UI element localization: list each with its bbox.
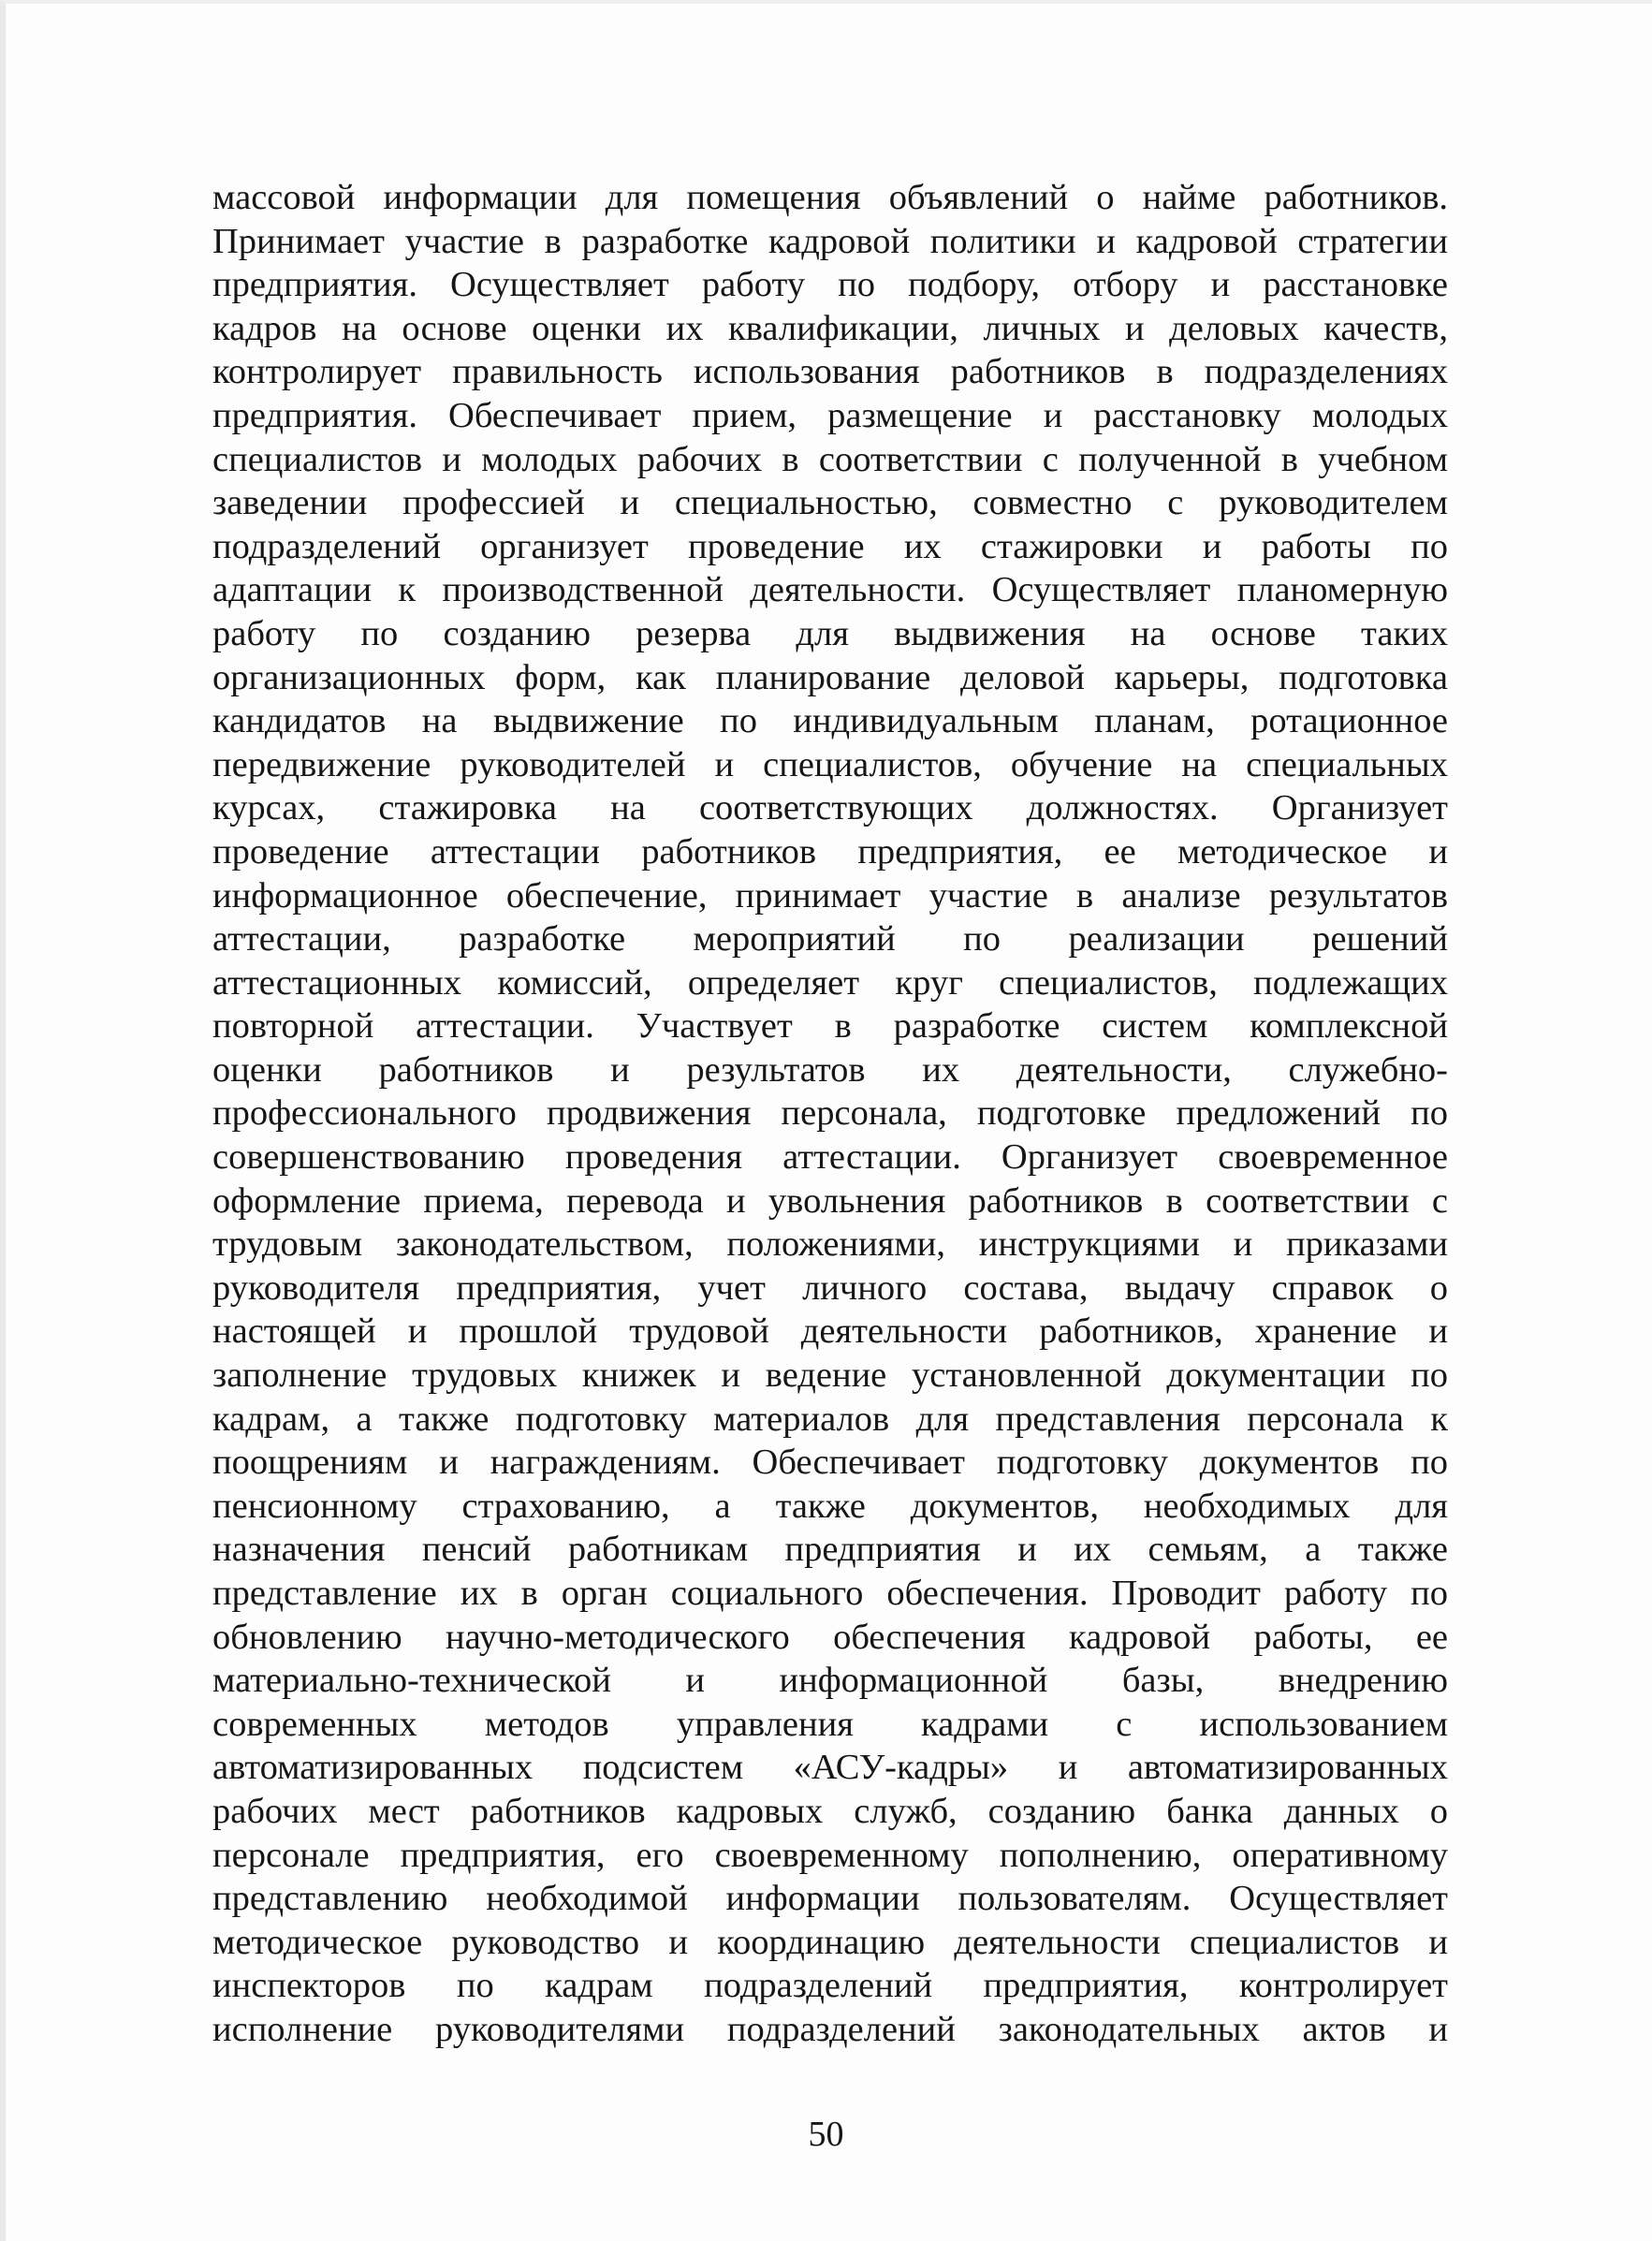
text-line: методическое руководство и координацию деятельности специалистов и — [212, 1922, 1448, 1962]
text-line: повторной аттестации. Участвует в разработке систем комплексной — [212, 1006, 1448, 1047]
text-line: автоматизированных подсистем «АСУ-кадры» и автоматизированных — [212, 1748, 1448, 1788]
text-line: пенсионному страхованию, а также документов, необходимых для — [212, 1486, 1448, 1526]
text-line: подразделений организует проведение их стажировки и работы по — [212, 526, 1448, 566]
page-number: 50 — [808, 2115, 844, 2154]
text-line: Принимает участие в разработке кадровой политики и кадровой стратегии — [212, 221, 1448, 261]
text-line: рабочих мест работников кадровых служб, созданию банка данных о — [212, 1791, 1448, 1831]
text-line: курсах, стажировка на соответствующих должностях. Организует — [212, 788, 1448, 828]
text-line: адаптации к производственной деятельности. Осуществляет планомерную — [212, 570, 1448, 610]
text-line: оформление приема, перевода и увольнения работников в соответствии с — [212, 1180, 1448, 1221]
text-line: организационных форм, как планирование деловой карьеры, подготовка — [212, 657, 1448, 697]
text-line: трудовым законодательством, положениями, инструкциями и приказами — [212, 1224, 1448, 1265]
text-line: аттестации, разработке мероприятий по реализации решений — [212, 919, 1448, 959]
text-line: совершенствованию проведения аттестации. Организует своевременное — [212, 1137, 1448, 1178]
text-line: материально-технической и информационной базы, внедрению — [212, 1661, 1448, 1701]
text-line: настоящей и прошлой трудовой деятельности работников, хранение и — [212, 1311, 1448, 1352]
body-text — [212, 176, 1448, 2052]
text-line: работу по созданию резерва для выдвижения на основе таких — [212, 613, 1448, 653]
text-line: современных методов управления кадрами с использованием — [212, 1704, 1448, 1744]
text-line: представлению необходимой информации пользователям. Осуществляет — [212, 1879, 1448, 1919]
text-line: поощрениям и награждениям. Обеспечивает подготовку документов по — [212, 1443, 1448, 1483]
text-line: специалистов и молодых рабочих в соответствии с полученной в учебном — [212, 439, 1448, 479]
text-line: заполнение трудовых книжек и ведение установленной документации по — [212, 1355, 1448, 1396]
text-line: оценки работников и результатов их деятельности, служебно- — [212, 1049, 1448, 1090]
text-line: кандидатов на выдвижение по индивидуальным планам, ротационное — [212, 701, 1448, 741]
text-line: представление их в орган социального обеспечения. Проводит работу по — [212, 1574, 1448, 1613]
text-line: персонале предприятия, его своевременному пополнению, оперативному — [212, 1835, 1448, 1875]
text-line: инспекторов по кадрам подразделений предприятия, контролирует — [212, 1966, 1448, 2006]
text-line: передвижение руководителей и специалистов, обучение на специальных — [212, 744, 1448, 784]
text-line: исполнение руководителями подразделений законодательных актов и — [212, 2009, 1448, 2049]
text-line: контролирует правильность использования работников в подразделениях — [212, 352, 1448, 392]
text-line: кадрам, а также подготовку материалов для представления персонала к — [212, 1399, 1448, 1439]
text-line: предприятия. Обеспечивает прием, размещение и расстановку молодых — [212, 395, 1448, 435]
text-line: проведение аттестации работников предприятия, ее методическое и — [212, 831, 1448, 872]
text-line: заведении профессией и специальностью, совместно с руководителем — [212, 483, 1448, 523]
text-line: обновлению научно-методического обеспечения кадровой работы, ее — [212, 1617, 1448, 1657]
text-line: руководителя предприятия, учет личного состава, выдачу справок о — [212, 1267, 1448, 1308]
text-line: массовой информации для помещения объявлений о найме работников. — [212, 178, 1448, 217]
text-line: предприятия. Осуществляет работу по подбору, отбору и расстановке — [212, 265, 1448, 305]
text-line: информационное обеспечение, принимает участие в анализе результатов — [212, 875, 1448, 915]
text-line: назначения пенсий работникам предприятия и их семьям, а также — [212, 1530, 1448, 1570]
text-line: кадров на основе оценки их квалификации, личных и деловых качеств, — [212, 308, 1448, 348]
text-line: профессионального продвижения персонала, подготовке предложений по — [212, 1093, 1448, 1134]
text-line: аттестационных комиссий, определяет круг специалистов, подлежащих — [212, 962, 1448, 1003]
